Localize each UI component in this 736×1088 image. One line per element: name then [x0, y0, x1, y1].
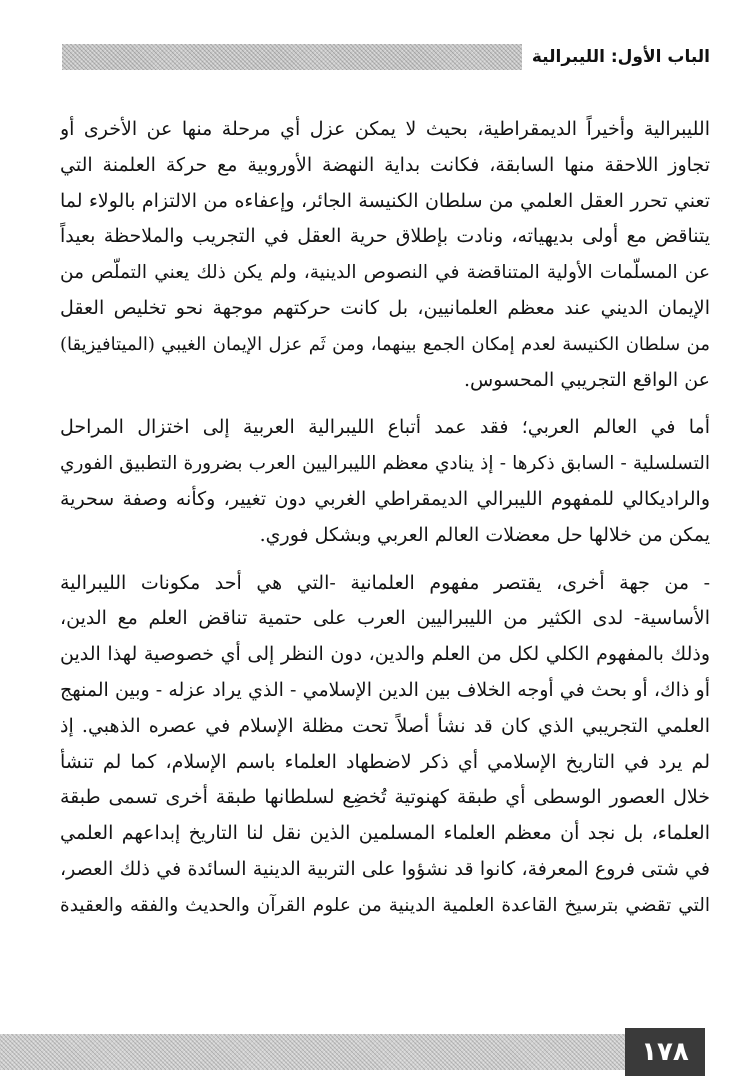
paragraph-1	[60, 112, 710, 398]
text-line: تجاوز اللاحقة منها السابقة، فكانت بداية النهضة الأوروبية مع حركة العلمنة التي	[60, 153, 710, 176]
running-header	[62, 34, 710, 82]
body-text	[60, 112, 710, 936]
header-pattern-band	[62, 44, 532, 70]
text-line: عن المسلّمات الأولية المتناقضة في النصوص الدينية، ولم يكن ذلك يعني التملّص من	[60, 262, 710, 284]
text-line: التي تقضي بترسيخ القاعدة العلمية الدينية من علوم القرآن والحديث والفقه والعقيدة	[60, 894, 710, 916]
text-line: خلال العصور الوسطى أي طبقة كهنوتية تُخضِع لسلطانها طبقة أخرى تسمى طبقة	[60, 786, 710, 809]
text-line: لم يرد في التاريخ الإسلامي أي ذكر لاضطهاد العلماء باسم الإسلام، كما لم تنشأ	[60, 750, 710, 773]
text-line: والراديكالي للمفهوم الليبرالي الديمقراطي الغربي دون تغيير، وكأنه وصفة سحرية	[60, 487, 710, 510]
page-number: ١٧٨	[625, 1028, 705, 1076]
text-line: أو ذاك، أو بحث في أوجه الخلاف بين الدين الإسلامي - الذي يراد عزله - وبين المنهج	[60, 678, 710, 701]
text-line: الإيمان الديني عند معظم العلمانيين، بل كانت حركتهم موجهة نحو تخليص العقل	[60, 296, 710, 319]
text-line: الأساسية- لدى الكثير من الليبراليين العرب على حتمية تناقض العلم مع الدين،	[60, 607, 710, 630]
text-line: في شتى فروع المعرفة، كانوا قد نشؤوا على التربية الدينية السائدة في ذلك العصر،	[60, 857, 710, 880]
text-line: يتناقض مع أولى بديهياته، ونادت بإطلاق حرية العقل في التجريب والملاحظة بعيداً	[60, 225, 710, 248]
text-line: العلمي التجريبي الذي كان قد نشأ أصلاً تحت مظلة الإسلام في عصره الذهبي. إذ	[60, 714, 710, 737]
chapter-title: الباب الأول: الليبرالية	[522, 38, 710, 76]
text-line: من سلطان الكنيسة لعدم إمكان الجمع بينهما، ومن ثَم عزل الإيمان الغيبي (الميتافيزيقا)	[60, 333, 710, 355]
paragraph-3	[60, 566, 710, 924]
text-line: الليبرالية وأخيراً الديمقراطية، بحيث لا يمكن عزل أي مرحلة منها عن الأخرى أو	[60, 118, 710, 140]
paragraph-2	[60, 410, 710, 553]
text-line: يمكن من خلالها حل معضلات العالم العربي وبشكل فوري.	[259, 523, 710, 546]
footer-pattern-band	[0, 1034, 625, 1070]
text-line: تعني تحرر العقل العلمي من سلطان الكنيسة الجائر، وإعفاءه من الالتزام بالولاء لما	[60, 189, 710, 212]
text-line: عن الواقع التجريبي المحسوس.	[464, 368, 710, 391]
text-line: أما في العالم العربي؛ فقد عمد أتباع الليبرالية العربية إلى اختزال المراحل	[60, 416, 710, 439]
text-line: وذلك بالمفهوم الكلي لكل من العلم والدين، دون النظر إلى أي خصوصية لهذا الدين	[60, 643, 710, 666]
text-line: التسلسلية - السابق ذكرها - إذ ينادي معظم الليبراليين العرب بضرورة التطبيق الفوري	[60, 453, 710, 475]
text-line: العلماء، بل نجد أن معظم العلماء المسلمين الذين نقل لنا التاريخ إبداعهم العلمي	[60, 822, 710, 845]
text-line: - من جهة أخرى، يقتصر مفهوم العلمانية -التي هي أحد مكونات الليبرالية	[60, 571, 710, 594]
